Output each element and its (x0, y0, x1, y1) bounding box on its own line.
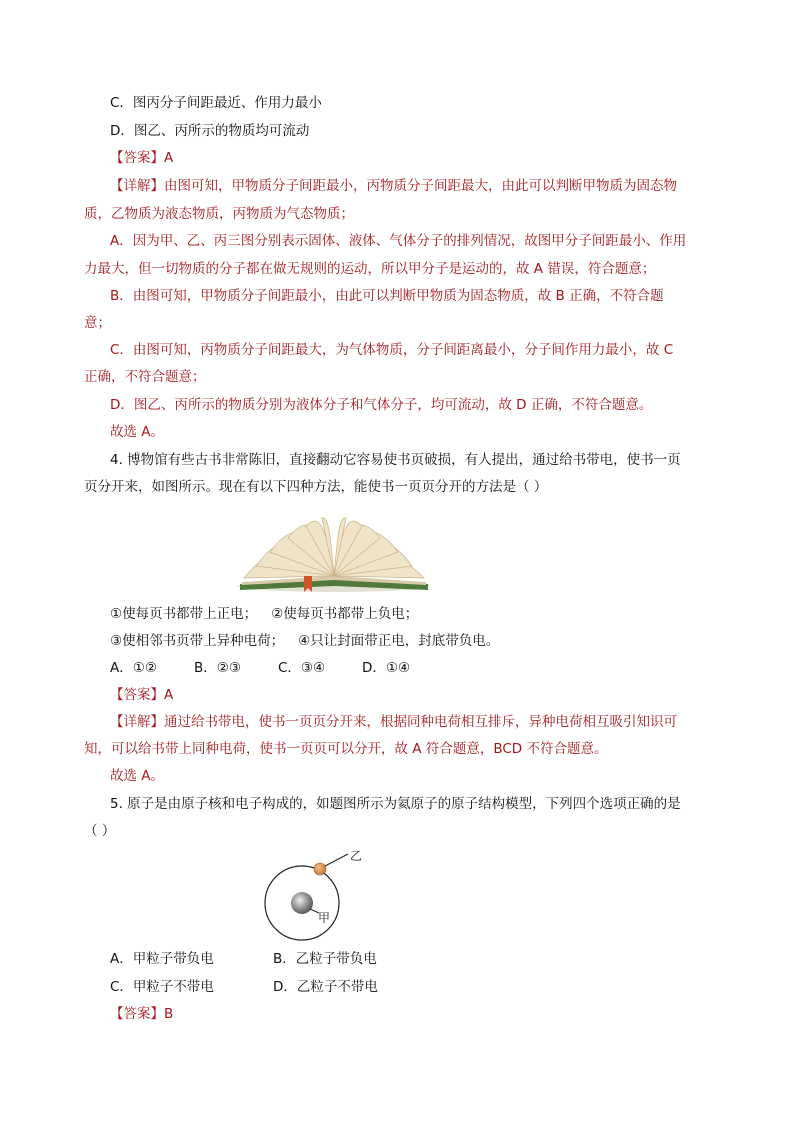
q5-answer (110, 1004, 173, 1024)
answer-tag: 【答案】 (110, 687, 164, 703)
option-d: D．乙粒子不带电 (273, 979, 378, 995)
method-4: ④只让封面带正电，封底带负电。 (298, 633, 500, 649)
q4-options (110, 658, 410, 678)
label-jia: 甲 (318, 911, 331, 925)
q3-analysis-b-line-1: B．由图可知，甲物质分子间距最小，由此可以判断甲物质为固态物质，故 B 正确，不符合题 (110, 288, 664, 304)
q3-answer (110, 148, 173, 168)
q4-answer (110, 685, 173, 705)
detail-tag: 【详解】 (110, 714, 164, 730)
option-a: A．甲粒子带负电 (110, 951, 214, 967)
answer-tag: 【答案】 (110, 1006, 164, 1022)
option-a: A．①② (110, 660, 157, 676)
q3-analysis-a-line-2: 力最大，但一切物质的分子都在做无规则的运动，所以甲分子是运动的，故 A 错误，符合题意； (84, 261, 656, 277)
q4-methods-row-2 (110, 631, 499, 651)
option-c: C．甲粒子不带电 (110, 979, 214, 995)
q4-methods-row-1 (110, 604, 418, 624)
q5-stem-line-1: 5. 原子是由原子核和电子构成的，如题图所示为氦原子的原子结构模型，下列四个选项正确的是 (110, 796, 681, 812)
q5-options-row-1 (110, 949, 377, 969)
q3-option-c: C．图丙分子间距最近、作用力最小 (110, 95, 322, 111)
q3-analysis-d: D．图乙、丙所示的物质分别为液体分子和气体分子，均可流动，故 D 正确，不符合题意。 (110, 397, 653, 413)
electron-particle (314, 863, 326, 875)
q4-conclusion: 故选 A。 (110, 768, 165, 784)
option-d: D．①④ (362, 660, 411, 676)
option-b: B．乙粒子带负电 (273, 951, 377, 967)
q5-stem-line-2: （ ） (84, 823, 116, 839)
option-c: C．③④ (278, 660, 326, 676)
method-3: ③使相邻书页带上异种电荷； (110, 633, 285, 649)
q4-stem-line-1: 4. 博物馆有些古书非常陈旧，直接翻动它容易使书页破损，有人提出，通过给书带电，使书一页 (110, 452, 681, 468)
q3-detail-line-1: 【详解】由图可知，甲物质分子间距最小，丙物质分子间距最大，由此可以判断甲物质为固态物 (110, 178, 677, 194)
detail-tag: 【详解】 (110, 178, 164, 194)
option-b: B．②③ (194, 660, 241, 676)
q4-detail-line-1: 【详解】通过给书带电，使书一页页分开来，根据同种电荷相互排斥，异种电荷相互吸引知识可 (110, 714, 677, 730)
q3-analysis-a-line-1: A．因为甲、乙、丙三图分别表示固体、液体、气体分子的排列情况，故图甲分子间距最小、作用 (110, 233, 687, 249)
nucleus-particle (291, 892, 313, 914)
q3-option-d: D．图乙、丙所示的物质均可流动 (110, 123, 310, 139)
answer-value: B (164, 1006, 174, 1022)
open-book-illustration (236, 506, 432, 594)
label-yi: 乙 (350, 849, 363, 863)
helium-atom-model (262, 846, 372, 948)
method-2: ②使每页书都带上负电； (271, 606, 419, 622)
answer-value: A (164, 150, 174, 166)
q3-conclusion: 故选 A。 (110, 424, 165, 440)
q5-options-row-2 (110, 977, 378, 997)
q3-analysis-c-line-1: C．由图可知，丙物质分子间距最大，为气体物质，分子间距离最小，分子间作用力最小，故 C (110, 342, 674, 358)
q4-stem-line-2: 页分开来，如图所示。现在有以下四种方法，能使书一页页分开的方法是（ ） (84, 479, 548, 495)
q3-analysis-b-line-2: 意； (84, 315, 111, 331)
q3-detail-line-2: 质，乙物质为液态物质，丙物质为气态物质； (84, 206, 354, 222)
method-1: ①使每页书都带上正电； (110, 606, 258, 622)
answer-value: A (164, 687, 174, 703)
q3-analysis-c-line-2: 正确，不符合题意； (84, 369, 206, 385)
answer-tag: 【答案】 (110, 150, 164, 166)
q4-detail-line-2: 知，可以给书带上同种电荷，使书一页页可以分开，故 A 符合题意，BCD 不符合题意。 (84, 741, 608, 757)
